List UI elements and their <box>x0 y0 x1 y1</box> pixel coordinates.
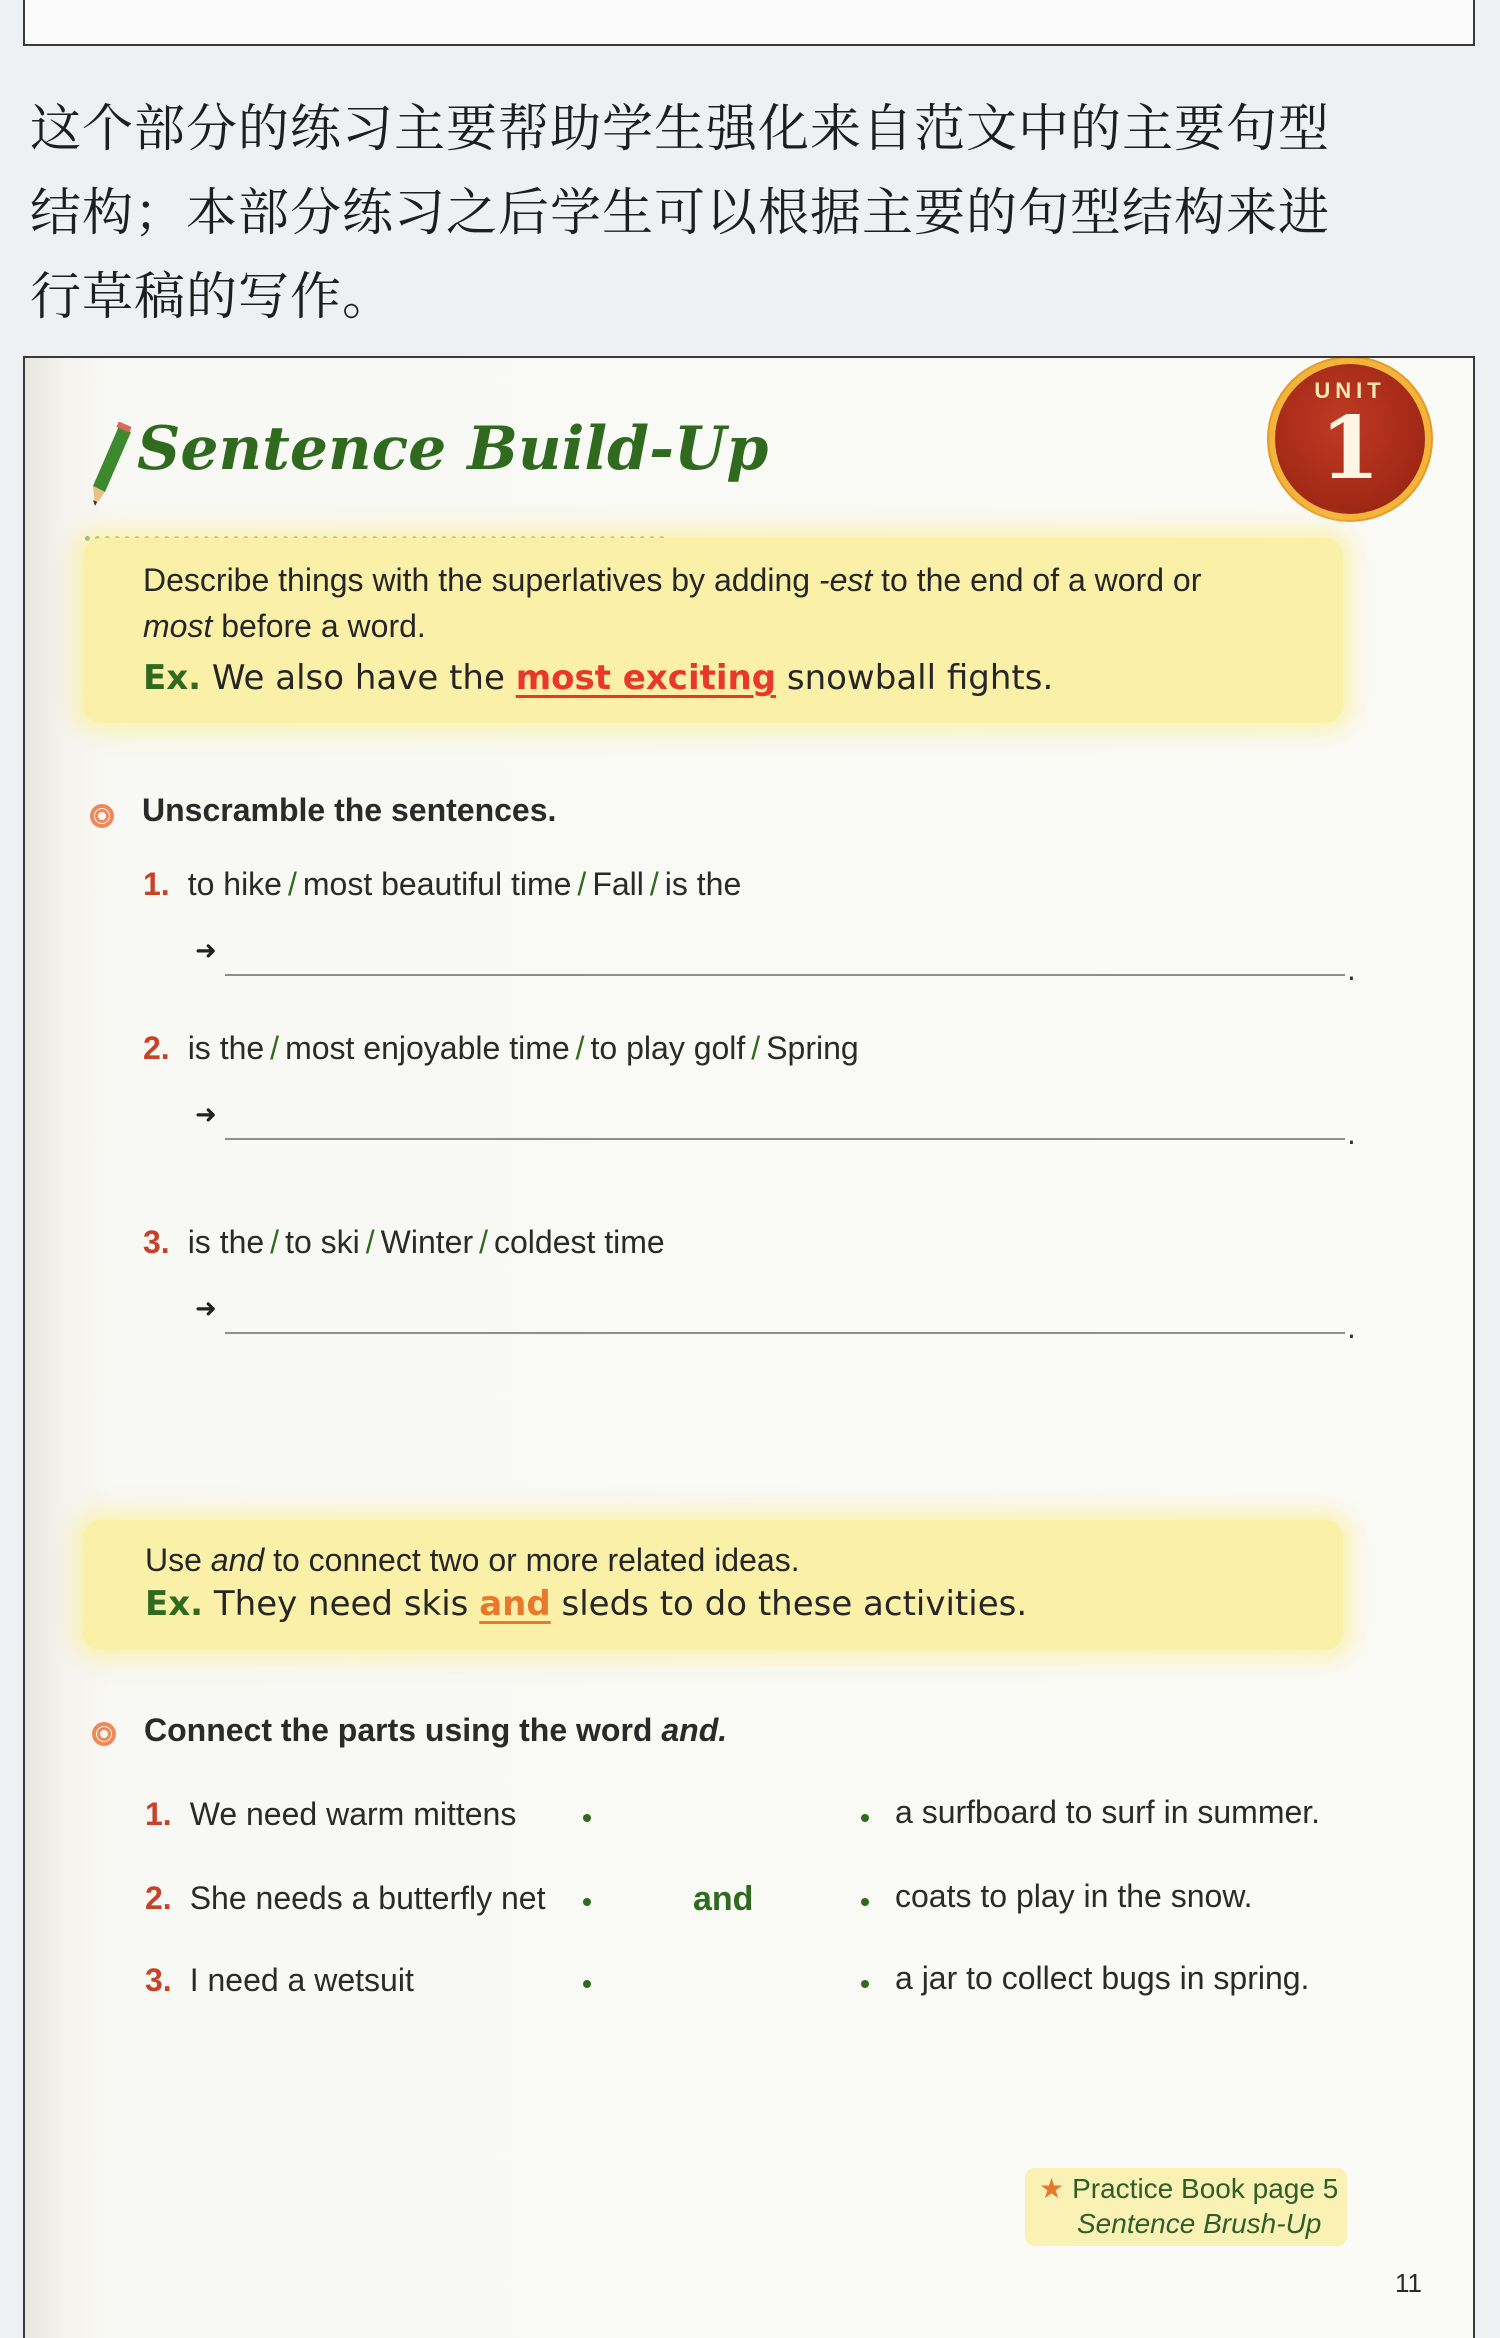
example-tag: Ex. <box>145 1584 204 1624</box>
item-number: 2. <box>145 1880 172 1916</box>
page-number: 11 <box>1395 2268 1422 2298</box>
unit-label: UNIT <box>1314 378 1386 403</box>
unit-number: 1 <box>1320 398 1380 499</box>
example-text: They need skis <box>203 1584 480 1624</box>
connect-left-2 <box>145 1880 545 1917</box>
section-title: Sentence Build-Up <box>137 414 769 484</box>
item-number: 2. <box>143 1030 170 1066</box>
workbook-page <box>23 356 1475 2338</box>
word-chunk: Fall <box>592 866 644 902</box>
unscramble-item-2 <box>143 1030 859 1067</box>
previous-page-frame <box>23 0 1475 46</box>
answer-period: . <box>1347 1118 1356 1151</box>
word-chunk: most beautiful time <box>302 866 572 902</box>
slash-separator: / <box>575 1030 585 1066</box>
slash-separator: / <box>577 866 587 902</box>
slash-separator: / <box>365 1224 375 1260</box>
star-icon: ★ <box>1039 2173 1065 2204</box>
example-highlight: most exciting <box>515 658 777 698</box>
connect-dot-left-2[interactable] <box>583 1898 591 1906</box>
intro-line-2: 结构；本部分练习之后学生可以根据主要的句型结构来进 <box>30 184 1331 243</box>
spiral-bullet-icon <box>92 1722 116 1746</box>
answer-period: . <box>1347 1312 1356 1345</box>
connect-left-3 <box>145 1962 414 1999</box>
item-number: 1. <box>143 866 170 902</box>
word-chunk: is the <box>187 1030 265 1066</box>
answer-line-1[interactable] <box>225 974 1345 976</box>
arrow-icon: ➜ <box>195 1294 217 1324</box>
word-chunk: coldest time <box>493 1224 665 1260</box>
instruction-text: Connect the parts using the word <box>144 1712 662 1748</box>
example-highlight: and <box>479 1584 551 1624</box>
spiral-bullet-icon <box>90 804 114 828</box>
rule2-text-and: and <box>210 1542 265 1578</box>
connect-dot-right-1[interactable] <box>861 1814 869 1822</box>
word-chunk: most enjoyable time <box>285 1030 570 1066</box>
slash-separator: / <box>751 1030 761 1066</box>
word-chunk: to play golf <box>590 1030 746 1066</box>
rule1-text-most: most <box>143 608 213 644</box>
slash-separator: / <box>479 1224 488 1260</box>
connector-word: and <box>693 1880 754 1918</box>
connect-left-1 <box>145 1796 516 1833</box>
exercise1-instruction: Unscramble the sentences. <box>142 792 557 828</box>
arrow-icon: ➜ <box>195 1100 217 1130</box>
rule2-line1 <box>145 1536 800 1584</box>
slash-separator: / <box>649 866 659 902</box>
rule2-text-a: Use <box>145 1542 211 1578</box>
connect-right-3: a jar to collect bugs in spring. <box>895 1960 1310 1996</box>
unscramble-item-3 <box>143 1224 665 1261</box>
rule1-line1 <box>143 556 1201 604</box>
answer-period: . <box>1347 954 1356 987</box>
connect-dot-right-2[interactable] <box>861 1898 869 1906</box>
rule1-text-c: to the end of a word or <box>872 562 1202 598</box>
answer-line-2[interactable] <box>225 1138 1345 1140</box>
item-number: 3. <box>145 1962 172 1998</box>
connect-dot-right-3[interactable] <box>861 1980 869 1988</box>
intro-line-3: 行草稿的写作。 <box>30 268 395 327</box>
word-chunk: to ski <box>285 1224 360 1260</box>
slash-separator: / <box>287 866 297 902</box>
item-number: 1. <box>145 1796 172 1832</box>
word-chunk: to hike <box>187 866 282 902</box>
left-phrase: She needs a butterfly net <box>189 1880 546 1916</box>
example-tag: Ex. <box>143 658 202 698</box>
unit-badge <box>1275 364 1425 514</box>
rule1-text-a: Describe things with the superlatives by adding <box>143 562 819 598</box>
example-text: sleds to do these activities. <box>550 1584 1028 1624</box>
practice-book-note <box>1025 2168 1347 2246</box>
arrow-icon: ➜ <box>195 936 217 966</box>
word-chunk: is the <box>664 866 742 902</box>
rule2-example <box>145 1584 1027 1624</box>
slash-separator: / <box>270 1030 280 1066</box>
left-phrase: I need a wetsuit <box>189 1962 414 1998</box>
slash-separator: / <box>270 1224 280 1260</box>
exercise2-instruction <box>144 1712 727 1749</box>
rule1-line2 <box>143 602 426 650</box>
rule1-text-est: -est <box>818 562 873 598</box>
example-text: We also have the <box>201 658 516 698</box>
rule1-text-d: before a word. <box>212 608 426 644</box>
word-chunk: is the <box>187 1224 265 1260</box>
connect-dot-left-1[interactable] <box>583 1814 591 1822</box>
connect-right-1: a surfboard to surf in summer. <box>895 1794 1321 1830</box>
answer-line-3[interactable] <box>225 1332 1345 1334</box>
instruction-text-and: and. <box>661 1712 728 1748</box>
rule1-example <box>143 658 1053 698</box>
practice-line-2: Sentence Brush-Up <box>1077 2208 1322 2239</box>
unscramble-item-1 <box>143 866 741 903</box>
practice-line-1 <box>1039 2172 1338 2205</box>
pencil-icon <box>85 422 145 512</box>
intro-text <box>30 88 1470 340</box>
connect-dot-left-3[interactable] <box>583 1980 591 1988</box>
example-text: snowball fights. <box>776 658 1054 698</box>
intro-line-1: 这个部分的练习主要帮助学生强化来自范文中的主要句型 <box>30 100 1331 159</box>
word-chunk: Winter <box>380 1224 474 1260</box>
item-number: 3. <box>143 1224 170 1260</box>
left-phrase: We need warm mittens <box>189 1796 517 1832</box>
practice-page-ref: Practice Book page 5 <box>1072 2173 1339 2204</box>
word-chunk: Spring <box>766 1030 859 1066</box>
connect-right-2: coats to play in the snow. <box>895 1878 1253 1914</box>
rule2-text-c: to connect two or more related ideas. <box>264 1542 800 1578</box>
